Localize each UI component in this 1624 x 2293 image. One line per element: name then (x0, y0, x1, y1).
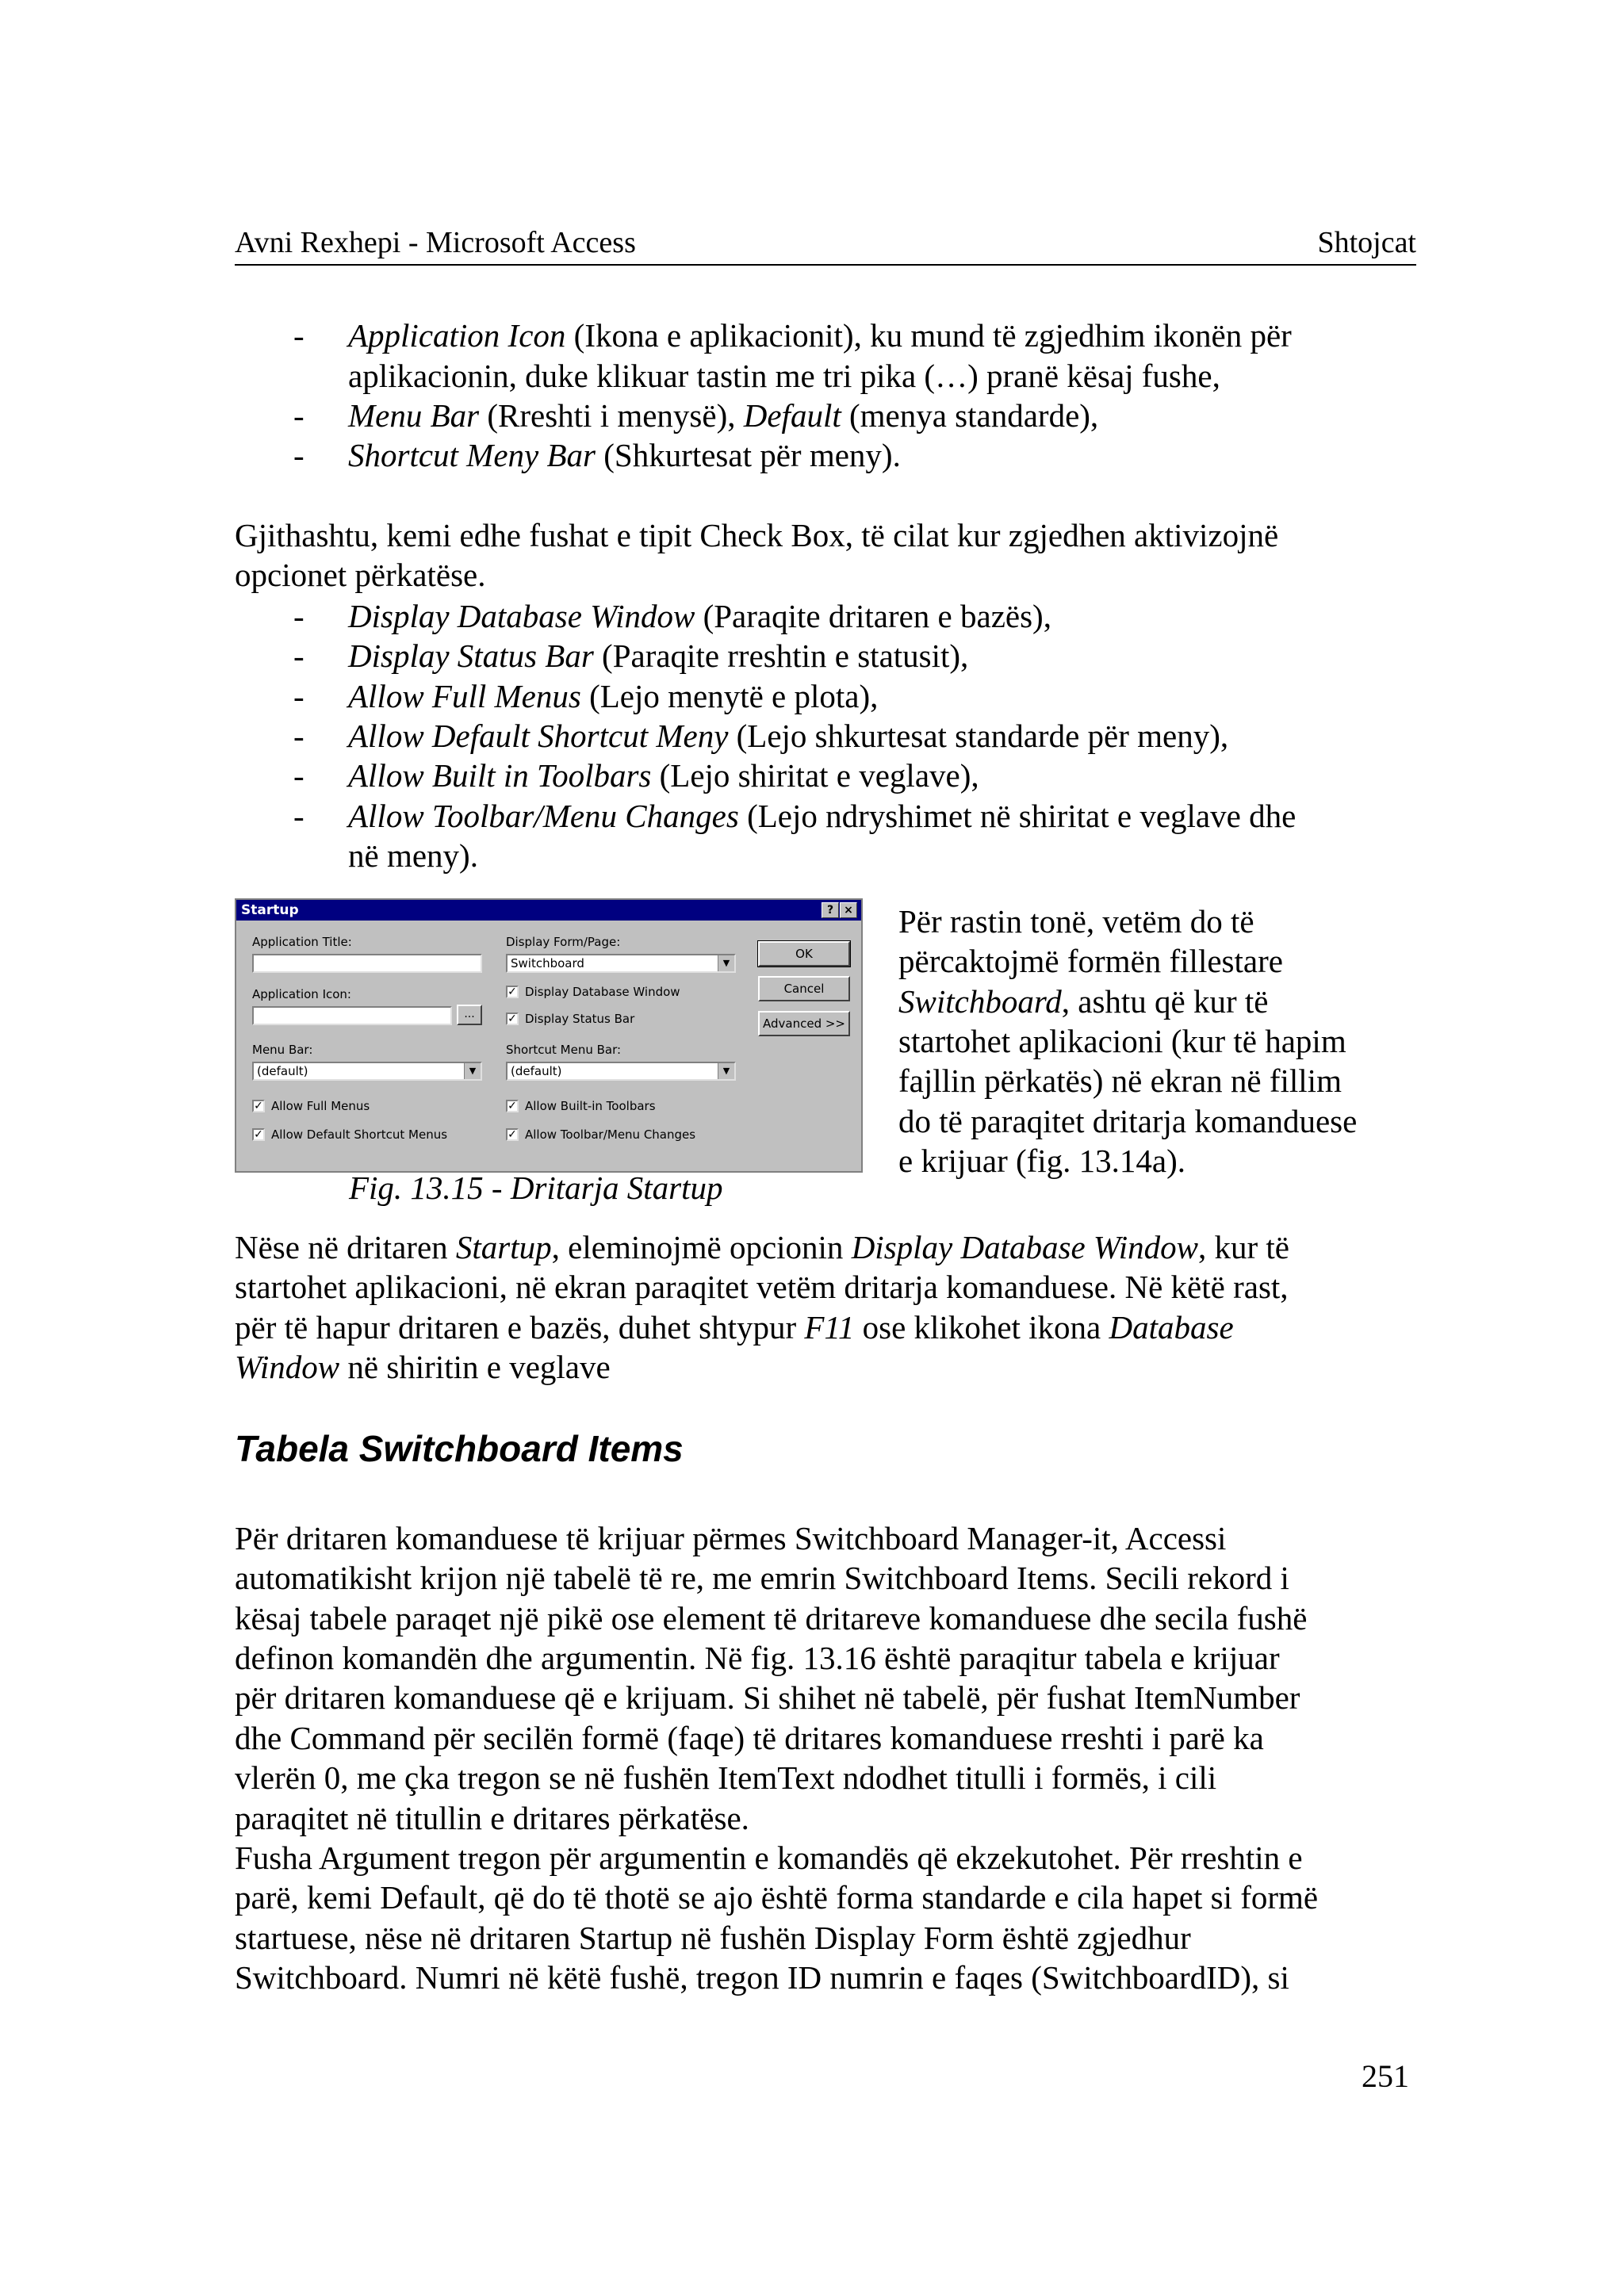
display-status-bar-label: Display Status Bar (525, 1012, 635, 1026)
display-db-window-label: Display Database Window (525, 985, 680, 999)
app-icon-label: Application Icon: (252, 987, 351, 1001)
paragraph-line: automatikisht krijon një tabelë të re, me emrin Switchboard Items. Secili rekord i (235, 1560, 1289, 1596)
chevron-down-icon[interactable]: ▼ (718, 1063, 734, 1079)
header-title: Avni Rexhepi - Microsoft Access (235, 226, 636, 259)
paragraph-line: Window në shiritin e veglave (235, 1349, 611, 1385)
startup-dialog (235, 898, 863, 1173)
browse-icon-button[interactable]: ... (457, 1005, 482, 1025)
allow-toolbar-changes-label: Allow Toolbar/Menu Changes (525, 1127, 696, 1142)
paragraph-line: dhe Command për secilën formë (faqe) të dritares komanduese rreshti i parë ka (235, 1720, 1264, 1756)
display-form-select[interactable] (506, 954, 736, 973)
side-line: fajllin përkatës) në ekran në fillim (898, 1062, 1342, 1099)
display-form-label: Display Form/Page: (506, 935, 621, 949)
close-icon[interactable]: × (840, 902, 857, 918)
bullet-item-continuation: aplikacionin, duke klikuar tastin me tri pika (…) pranë kësaj fushe, (348, 358, 1220, 394)
menu-bar-select[interactable] (252, 1062, 482, 1081)
display-status-bar-checkbox[interactable]: ✓ (506, 1013, 519, 1025)
side-line: Switchboard, ashtu që kur të (898, 983, 1269, 1020)
bullet-item: Allow Default Shortcut Meny (Lejo shkurtesat standarde për meny), (348, 718, 1229, 754)
chevron-down-icon[interactable]: ▼ (718, 955, 734, 971)
figure-caption: Fig. 13.15 - Dritarja Startup (349, 1169, 723, 1206)
app-icon-input[interactable] (252, 1006, 452, 1025)
allow-default-shortcut-checkbox[interactable]: ✓ (252, 1128, 265, 1141)
bullet-dash: - (293, 317, 304, 354)
side-line: startohet aplikacioni (kur të hapim (898, 1023, 1346, 1059)
bullet-item: Shortcut Meny Bar (Shkurtesat për meny). (348, 437, 901, 473)
display-form-value: Switchboard (511, 956, 584, 970)
paragraph-line: kësaj tabele paraqet një pikë ose element të dritareve komanduese dhe secila fushë (235, 1600, 1308, 1636)
bullet-dash: - (293, 637, 304, 674)
advanced-button[interactable]: Advanced >> (758, 1011, 850, 1036)
side-line: përcaktojmë formën fillestare (898, 943, 1283, 979)
allow-toolbar-changes-checkbox[interactable]: ✓ (506, 1128, 519, 1141)
side-line: do të paraqitet dritarja komanduese (898, 1103, 1358, 1139)
paragraph-line: Nëse në dritaren Startup, eleminojmë opcionin Display Database Window, kur të (235, 1229, 1290, 1265)
shortcut-menu-label: Shortcut Menu Bar: (506, 1043, 622, 1057)
bullet-item: Menu Bar (Rreshti i menysë), Default (menya standarde), (348, 397, 1099, 434)
bullet-item: Allow Full Menus (Lejo menytë e plota), (348, 678, 879, 714)
side-line: e krijuar (fig. 13.14a). (898, 1143, 1186, 1179)
bullet-dash: - (293, 437, 304, 473)
help-icon[interactable]: ? (822, 902, 839, 918)
section-heading: Tabela Switchboard Items (235, 1428, 684, 1469)
page-number: 251 (1362, 2058, 1409, 2094)
header-section: Shtojcat (1317, 226, 1416, 259)
paragraph-line: Fusha Argument tregon për argumentin e komandës që ekzekutohet. Për rreshtin e (235, 1839, 1303, 1876)
paragraph-line: parë, kemi Default, që do të thotë se ajo është forma standarde e cila hapet si formë (235, 1879, 1319, 1916)
paragraph-line: Për dritaren komanduese të krijuar përmes Switchboard Manager-it, Accessi (235, 1520, 1227, 1556)
bullet-dash: - (293, 397, 304, 434)
paragraph-line: paraqitet në titullin e dritares përkatëse. (235, 1800, 749, 1836)
paragraph-line: për dritaren komanduese që e krijuam. Si shihet në tabelë, për fushat ItemNumber (235, 1679, 1300, 1716)
bullet-item: Allow Built in Toolbars (Lejo shiritat e veglave), (348, 757, 979, 794)
display-db-window-checkbox[interactable]: ✓ (506, 986, 519, 998)
paragraph-line: startohet aplikacioni, në ekran paraqitet vetëm dritarja komanduese. Në këtë rast, (235, 1269, 1289, 1305)
app-title-input[interactable] (252, 954, 482, 973)
bullet-dash: - (293, 678, 304, 714)
allow-default-shortcut-label: Allow Default Shortcut Menus (271, 1127, 448, 1142)
cancel-button[interactable]: Cancel (758, 976, 850, 1001)
allow-builtin-toolbars-label: Allow Built-in Toolbars (525, 1099, 656, 1113)
shortcut-menu-value: (default) (511, 1064, 562, 1078)
menu-bar-value: (default) (257, 1064, 308, 1078)
paragraph-line: definon komandën dhe argumentin. Në fig. 13.16 është paraqitur tabela e krijuar (235, 1640, 1280, 1676)
shortcut-menu-select[interactable] (506, 1062, 736, 1081)
page-header (235, 224, 1416, 266)
allow-full-menus-checkbox[interactable]: ✓ (252, 1100, 265, 1112)
dialog-titlebar (236, 900, 861, 921)
paragraph-line: startuese, nëse në dritaren Startup në fushën Display Form është zgjedhur (235, 1920, 1191, 1956)
bullet-item: Application Icon (Ikona e aplikacionit), ku mund të zgjedhim ikonën për (348, 317, 1292, 354)
side-line: Për rastin tonë, vetëm do të (898, 903, 1254, 940)
allow-full-menus-label: Allow Full Menus (271, 1099, 370, 1113)
app-title-label: Application Title: (252, 935, 352, 949)
allow-builtin-toolbars-checkbox[interactable]: ✓ (506, 1100, 519, 1112)
bullet-item: Display Status Bar (Paraqite rreshtin e statusit), (348, 637, 969, 674)
paragraph-line: Switchboard. Numri në këtë fushë, tregon ID numrin e faqes (SwitchboardID), si (235, 1959, 1289, 1996)
bullet-dash: - (293, 598, 304, 634)
paragraph-line: vlerën 0, me çka tregon se në fushën ItemText ndodhet titulli i formës, i cili (235, 1759, 1217, 1796)
bullet-item-continuation: në meny). (348, 837, 478, 874)
bullet-item: Display Database Window (Paraqite dritaren e bazës), (348, 598, 1051, 634)
bullet-dash: - (293, 718, 304, 754)
paragraph-line: opcionet përkatëse. (235, 557, 486, 593)
bullet-dash: - (293, 798, 304, 834)
dialog-title: Startup (241, 902, 299, 918)
menu-bar-label: Menu Bar: (252, 1043, 313, 1057)
ok-button[interactable]: OK (758, 941, 850, 967)
paragraph-line: për të hapur dritaren e bazës, duhet shtypur F11 ose klikohet ikona Database (235, 1309, 1234, 1346)
chevron-down-icon[interactable]: ▼ (464, 1063, 481, 1079)
bullet-item: Allow Toolbar/Menu Changes (Lejo ndryshimet në shiritat e veglave dhe (348, 798, 1297, 834)
bullet-dash: - (293, 757, 304, 794)
paragraph-line: Gjithashtu, kemi edhe fushat e tipit Check Box, të cilat kur zgjedhen aktivizojnë (235, 517, 1279, 553)
